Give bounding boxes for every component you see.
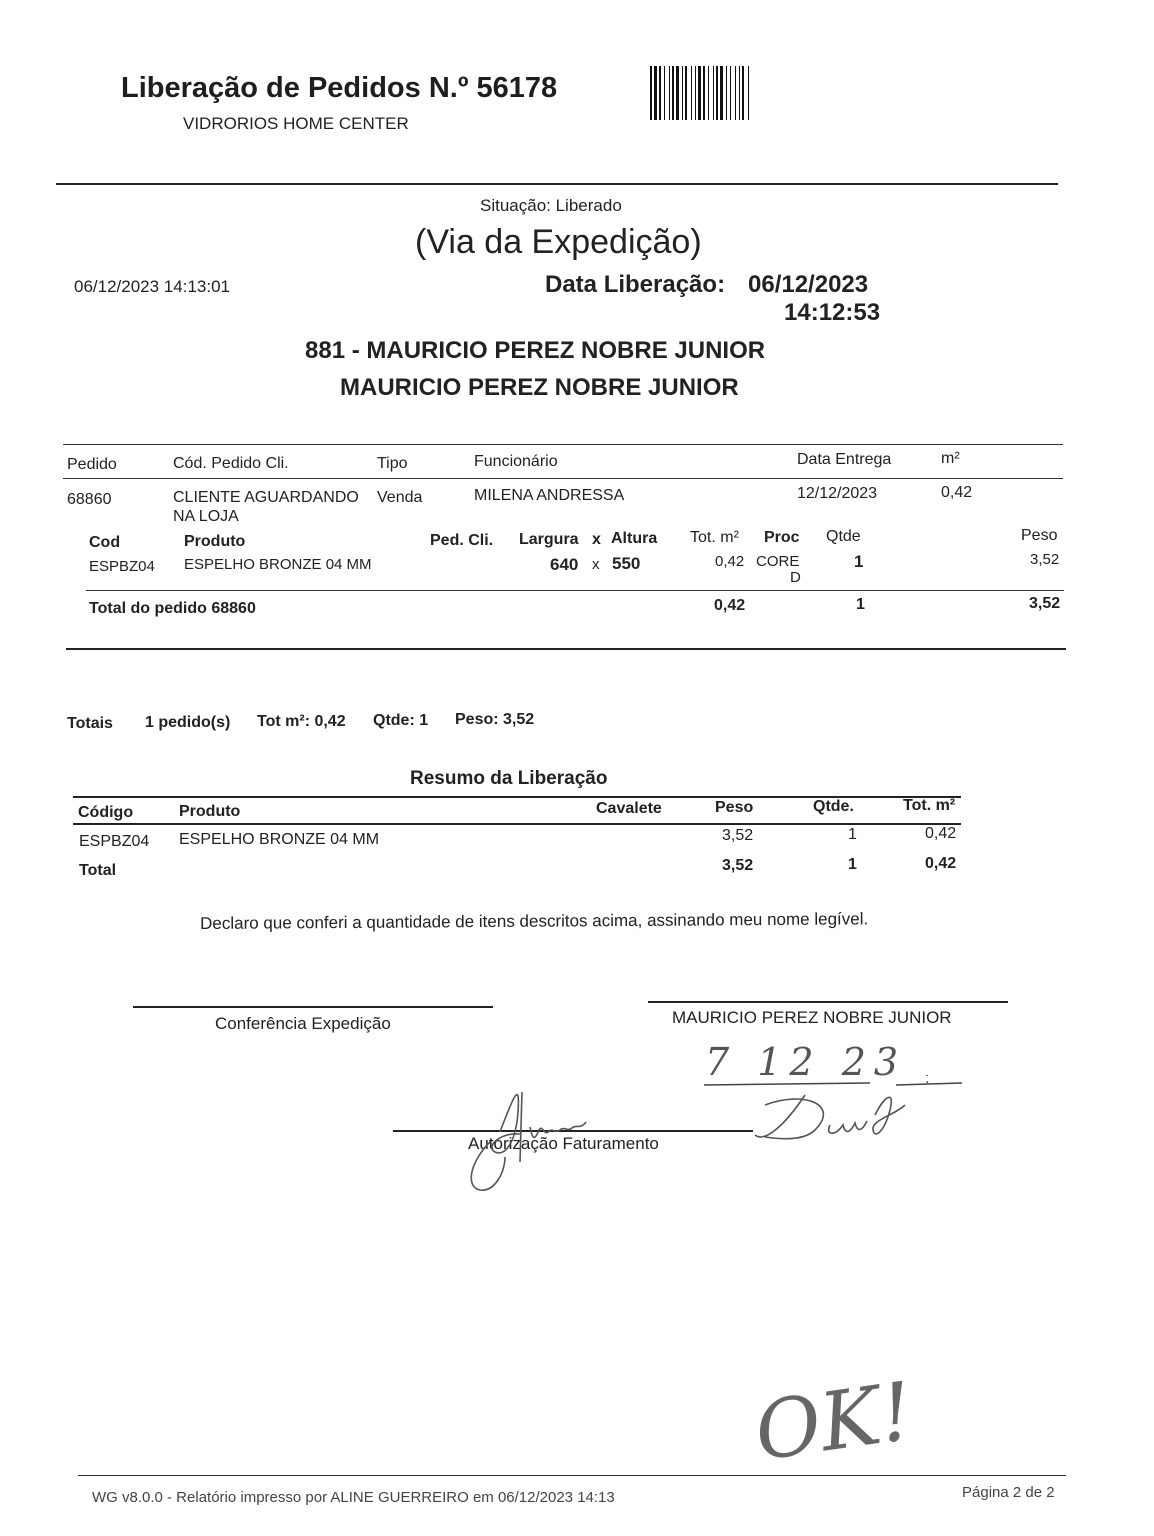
barcode-bar (720, 66, 723, 120)
summary-col-cavalete: Cavalete (596, 800, 662, 817)
item-height: 550 (612, 554, 641, 573)
order-total-qty: 1 (856, 596, 865, 613)
totals-m2: Tot m²: 0,42 (257, 713, 346, 730)
summary-row-code: ESPBZ04 (79, 833, 150, 850)
barcode-bar (726, 66, 727, 120)
summary-total-qty: 1 (848, 856, 857, 873)
item-col-ped-cli: Ped. Cli. (430, 532, 494, 549)
order-total-m2: 0,42 (714, 597, 746, 614)
barcode-bar (669, 66, 670, 120)
summary-row-qty: 1 (848, 826, 857, 843)
status-text: Situação: Liberado (480, 196, 622, 215)
col-m2: m² (941, 450, 960, 467)
client-signature-line (648, 1001, 1008, 1003)
col-pedido: Pedido (67, 456, 117, 473)
barcode-bar (708, 66, 709, 120)
summary-col-qtde: Qtde. (813, 798, 854, 815)
barcode-bar (716, 66, 718, 120)
barcode-bar (730, 66, 731, 120)
order-employee: MILENA ANDRESSA (474, 487, 625, 504)
col-funcionario: Funcionário (474, 453, 558, 470)
item-col-altura: Altura (611, 530, 658, 547)
order-total-weight: 3,52 (1029, 595, 1061, 612)
item-col-tot-m2: Tot. m² (690, 529, 739, 546)
col-tipo: Tipo (377, 455, 408, 472)
order-total-label: Total do pedido 68860 (89, 600, 256, 617)
item-x: x (592, 556, 600, 573)
handwritten-signature-client (745, 1085, 925, 1155)
order-delivery-date: 12/12/2023 (797, 485, 878, 502)
barcode-bar (664, 66, 665, 120)
item-col-peso: Peso (1021, 527, 1058, 544)
barcode-bar (713, 66, 714, 120)
summary-total-m2: 0,42 (925, 855, 957, 872)
barcode-bar (650, 66, 652, 120)
order-m2: 0,42 (941, 484, 973, 501)
item-col-produto: Produto (184, 533, 246, 550)
release-date: 06/12/2023 (748, 271, 869, 298)
company-name: VIDRORIOS HOME CENTER (183, 114, 409, 133)
item-col-cod: Cod (89, 534, 121, 551)
footer-line (78, 1475, 1066, 1476)
order-table-top-line (63, 444, 1063, 445)
item-qty: 1 (854, 552, 864, 571)
barcode (650, 66, 828, 120)
printed-datetime: 06/12/2023 14:13:01 (74, 277, 230, 296)
col-cod-pedido-cli: Cód. Pedido Cli. (173, 455, 289, 472)
client-signature-name: MAURICIO PEREZ NOBRE JUNIOR (672, 1008, 952, 1027)
header-divider (56, 183, 1058, 185)
summary-title: Resumo da Liberação (410, 768, 608, 789)
summary-col-produto: Produto (179, 803, 241, 820)
footer-printed-by: WG v8.0.0 - Relatório impresso por ALINE GUERREIRO em 06/12/2023 14:13 (92, 1489, 615, 1506)
col-data-entrega: Data Entrega (797, 451, 892, 468)
order-client-code-1: CLIENTE AGUARDANDO (173, 489, 359, 506)
release-label: Data Liberação: (545, 271, 726, 298)
barcode-bar (703, 66, 705, 120)
conferencia-label: Conferência Expedição (215, 1014, 391, 1033)
client-code-name: 881 - MAURICIO PEREZ NOBRE JUNIOR (305, 337, 766, 364)
barcode-bar (691, 66, 692, 120)
handwritten-signature-aline (460, 1072, 620, 1192)
item-product: ESPELHO BRONZE 04 MM (184, 556, 372, 573)
summary-total-weight: 3,52 (722, 857, 754, 874)
barcode-bar (739, 66, 740, 120)
item-proc-2: D (790, 569, 801, 586)
item-width: 640 (550, 555, 579, 574)
summary-header-line (73, 823, 961, 825)
order-header-line (63, 478, 1063, 479)
release-time: 14:12:53 (784, 299, 881, 326)
barcode-bar (742, 66, 744, 120)
order-number: 68860 (67, 491, 112, 508)
handwritten-date: 7 12 23 (705, 1040, 907, 1084)
barcode-bar (685, 66, 687, 120)
item-col-qtde: Qtde (826, 528, 861, 545)
document-title: Liberação de Pedidos N.º 56178 (121, 72, 558, 104)
summary-col-codigo: Código (78, 804, 134, 821)
client-name: MAURICIO PEREZ NOBRE JUNIOR (340, 374, 739, 401)
order-type: Venda (377, 489, 423, 506)
barcode-bar (735, 66, 736, 120)
item-col-proc: Proc (764, 529, 800, 546)
totals-weight: Peso: 3,52 (455, 711, 535, 728)
summary-col-tot-m2: Tot. m² (903, 797, 956, 814)
via-title: (Via da Expedição) (415, 223, 702, 261)
barcode-bar (672, 66, 674, 120)
order-table-bottom-line (66, 648, 1066, 650)
barcode-bar (748, 66, 749, 120)
autorizacao-label: Autorização Faturamento (468, 1134, 659, 1153)
barcode-bar (682, 66, 683, 120)
declaration-text: Declaro que conferi a quantidade de itens descritos acima, assinando meu nome legível. (200, 909, 869, 933)
summary-row-weight: 3,52 (722, 827, 754, 844)
barcode-bar (695, 66, 696, 120)
conferencia-signature-line (133, 1006, 493, 1008)
barcode-bar (676, 66, 679, 120)
svg-text::: : (925, 1075, 930, 1087)
barcode-bar (698, 66, 701, 120)
totals-label: Totais (67, 715, 113, 732)
order-client-code-2: NA LOJA (173, 508, 239, 525)
item-weight: 3,52 (1030, 551, 1060, 568)
totals-qty: Qtde: 1 (373, 712, 429, 729)
footer-page-number: Página 2 de 2 (962, 1484, 1055, 1501)
item-col-x: x (592, 531, 601, 548)
item-proc-1: CORE (756, 553, 800, 570)
summary-row-m2: 0,42 (925, 825, 957, 842)
item-col-largura: Largura (519, 531, 579, 548)
item-tot-m2: 0,42 (715, 553, 745, 570)
summary-row-product: ESPELHO BRONZE 04 MM (179, 831, 380, 848)
summary-col-peso: Peso (715, 799, 754, 816)
totals-orders: 1 pedido(s) (145, 714, 231, 731)
barcode-bar (654, 66, 657, 120)
summary-total-label: Total (79, 862, 117, 879)
handwritten-ok: OK! (749, 1364, 919, 1479)
item-code: ESPBZ04 (89, 558, 155, 575)
order-total-line (86, 590, 1064, 591)
barcode-bar (659, 66, 661, 120)
